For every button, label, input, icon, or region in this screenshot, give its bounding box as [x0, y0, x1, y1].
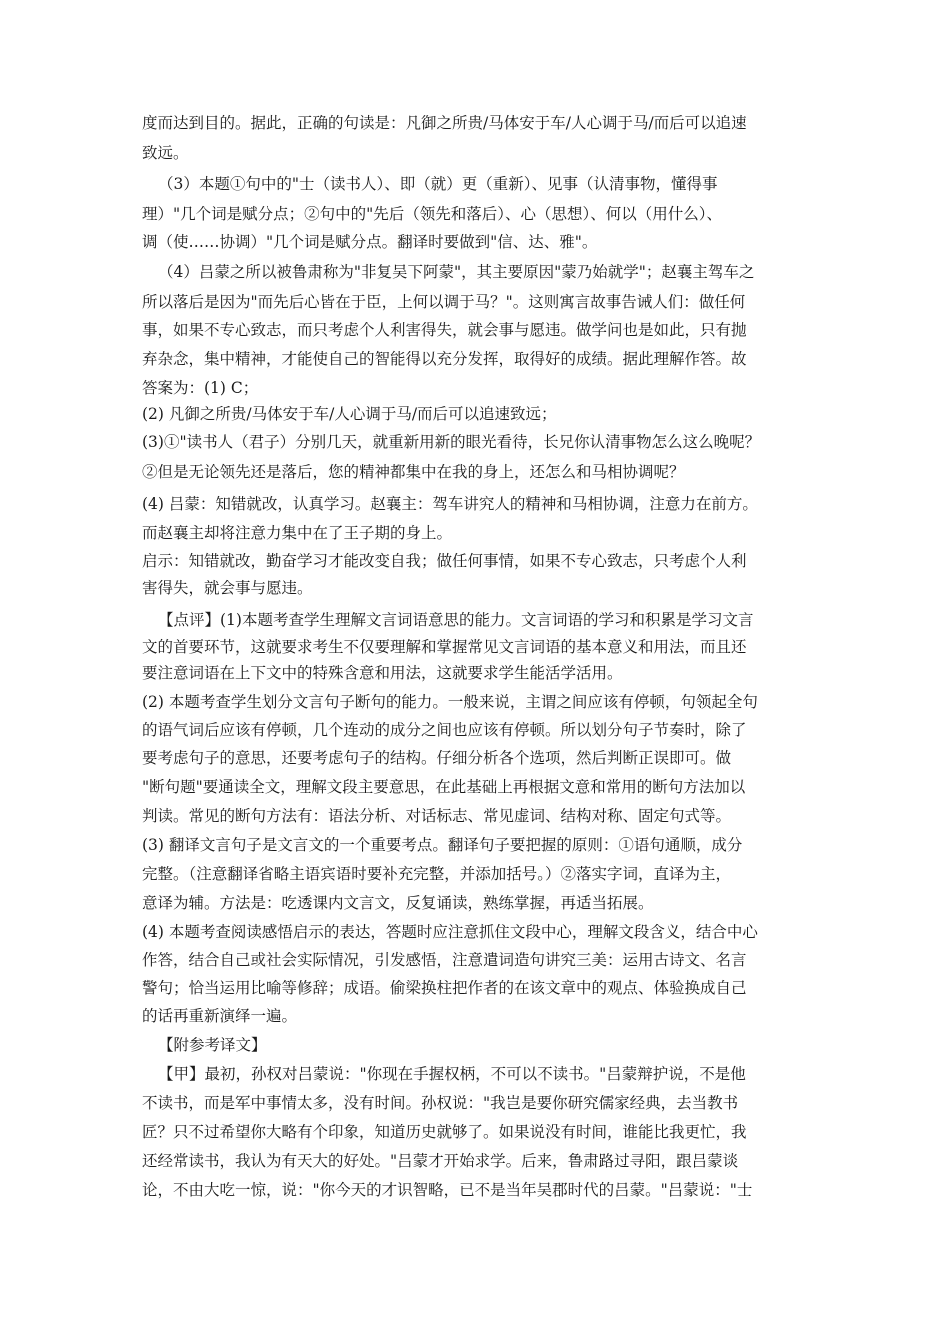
text-line: 调（使……协调）"几个词是赋分点。翻译时要做到"信、达、雅"。 — [142, 233, 598, 251]
text-line: 弃杂念，集中精神，才能使自己的智能得以充分发挥，取得好的成绩。据此理解作答。故 — [142, 350, 747, 368]
text-line: 的语气词后应该有停顿，几个连动的成分之间也应该有停顿。所以划分句子节奏时，除了 — [142, 721, 747, 739]
text-line: 不读书，而是军中事情太多，没有时间。孙权说："我岂是要你研究儒家经典，去当教书 — [142, 1094, 739, 1112]
text-line: "断句题"要通读全文，理解文段主要意思，在此基础上再根据文意和常用的断句方法加以 — [142, 778, 746, 796]
text-line: (3) 翻译文言句子是文言文的一个重要考点。翻译句子要把握的原则：①语句通顺，成分 — [142, 836, 743, 854]
text-line: 作答，结合自己或社会实际情况，引发感悟，注意遣词造句讲究三美：运用古诗文、名言 — [142, 951, 747, 969]
text-line: 启示：知错就改，勤奋学习才能改变自我；做任何事情，如果不专心致志，只考虑个人利 — [142, 552, 747, 570]
text-line: （4）吕蒙之所以被鲁肃称为"非复吴下阿蒙"，其主要原因"蒙乃始就学"；赵襄主驾车之 — [158, 263, 755, 281]
text-line: (4) 本题考查阅读感悟启示的表达，答题时应注意抓住文段中心，理解文段含义，结合中心 — [142, 923, 758, 941]
text-line: 完整。（注意翻译省略主语宾语时要补充完整，并添加括号。）②落实字词，直译为主， — [142, 865, 732, 883]
text-line: 而赵襄主却将注意力集中在了王子期的身上。 — [142, 524, 453, 542]
text-line: (3)①"读书人（君子）分别几天，就重新用新的眼光看待，长兄你认清事物怎么这么晚呢？ — [142, 433, 761, 451]
text-line: 匠？只不过希望你大略有个印象，知道历史就够了。如果说没有时间，谁能比我更忙，我 — [142, 1123, 747, 1141]
text-line: 警句；恰当运用比喻等修辞；成语。偷梁换柱把作者的在该文章中的观点、体验换成自己 — [142, 979, 747, 997]
text-line: 【附参考译文】 — [158, 1036, 267, 1054]
text-line: (2) 凡御之所贵/马体安于车/人心调于马/而后可以追速致远； — [142, 405, 557, 423]
text-line: 【甲】最初，孙权对吕蒙说："你现在手握权柄，不可以不读书。"吕蒙辩护说，不是他 — [158, 1065, 746, 1083]
text-line: 论，不由大吃一惊，说："你今天的才识智略，已不是当年吴郡时代的吕蒙。"吕蒙说："士 — [142, 1181, 753, 1199]
text-line: 意译为辅。方法是：吃透课内文言文，反复诵读，熟练掌握，再适当拓展。 — [142, 894, 654, 912]
text-line: 所以落后是因为"而先后心皆在于臣，上何以调于马？"。这则寓言故事告诫人们：做任何 — [142, 293, 746, 311]
text-line: (4) 吕蒙：知错就改，认真学习。赵襄主：驾车讲究人的精神和马相协调，注意力在前方。 — [142, 495, 758, 513]
text-line: 还经常读书，我认为有天大的好处。"吕蒙才开始求学。后来，鲁肃路过寻阳，跟吕蒙谈 — [142, 1152, 739, 1170]
text-line: 理）"几个词是赋分点；②句中的"先后（领先和落后）、心（思想）、何以（用什么）、 — [142, 205, 723, 223]
text-line: 【点评】(1)本题考查学生理解文言词语意思的能力。文言词语的学习和积累是学习文言 — [158, 611, 754, 629]
text-line: 的话再重新演绎一遍。 — [142, 1007, 298, 1025]
text-line: 要注意词语在上下文中的特殊含意和用法，这就要求学生能活学活用。 — [142, 664, 623, 682]
text-line: 要考虑句子的意思，还要考虑句子的结构。仔细分析各个选项，然后判断正误即可。做 — [142, 749, 732, 767]
text-line: 致远。 — [142, 144, 189, 162]
text-line: 答案为：(1) C； — [142, 379, 259, 397]
text-line: 度而达到目的。据此，正确的句读是：凡御之所贵/马体安于车/人心调于马/而后可以追速 — [142, 114, 747, 132]
text-line: ②但是无论领先还是落后，您的精神都集中在我的身上，还怎么和马相协调呢？ — [142, 463, 685, 481]
text-line: 事，如果不专心致志，而只考虑个人利害得失，就会事与愿违。做学问也是如此，只有抛 — [142, 321, 747, 339]
text-line: 判读。常见的断句方法有：语法分析、对话标志、常见虚词、结构对称、固定句式等。 — [142, 807, 732, 825]
text-line: (2) 本题考查学生划分文言句子断句的能力。一般来说，主谓之间应该有停顿，句领起全句 — [142, 693, 758, 711]
text-line: 文的首要环节，这就要求考生不仅要理解和掌握常见文言词语的基本意义和用法，而且还 — [142, 638, 747, 656]
text-line: 害得失，就会事与愿违。 — [142, 579, 313, 597]
text-line: （3）本题①句中的"士（读书人）、即（就）更（重新）、见事（认清事物，懂得事 — [158, 175, 718, 193]
